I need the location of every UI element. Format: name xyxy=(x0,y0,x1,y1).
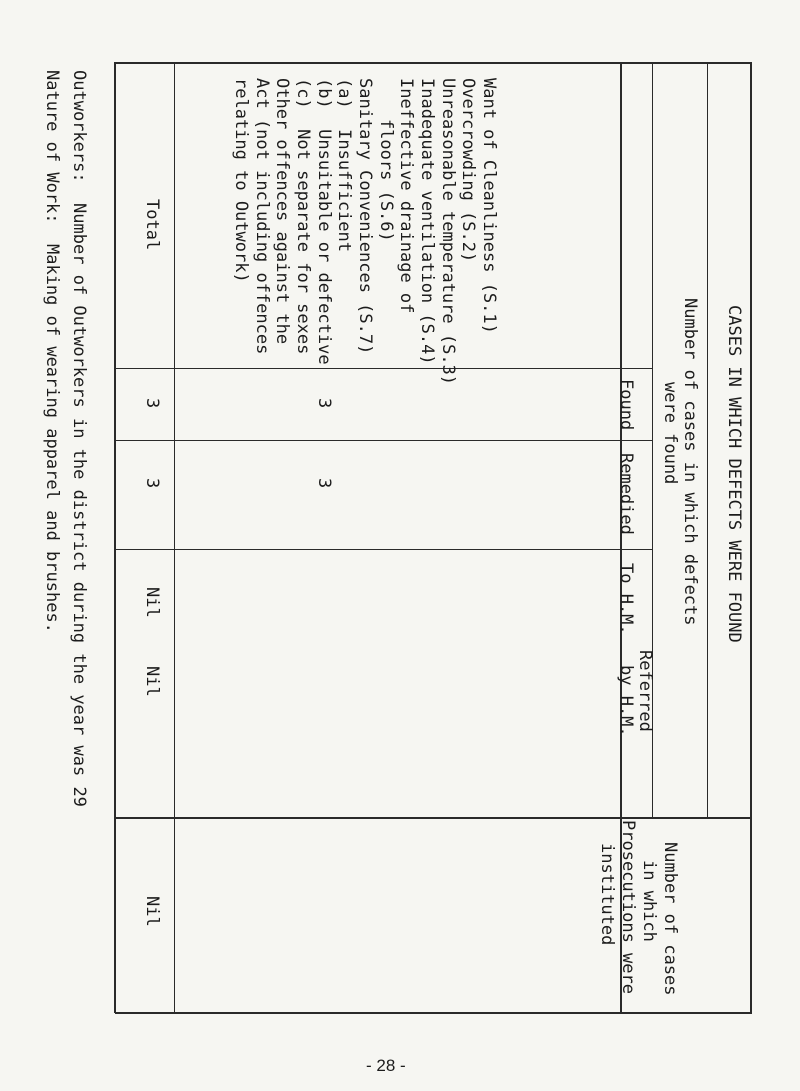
nature-of-work-line: Nature of Work: Making of wearing apparel and brushes. xyxy=(42,70,62,633)
col-to-hm-header: To H.M. xyxy=(616,563,636,635)
outworkers-line: Outworkers: Number of Outworkers in the district during the year was 29 xyxy=(69,70,89,807)
total-by-hm-value: Nil xyxy=(142,666,162,697)
row-label: Overcrowding (S.2) xyxy=(458,78,478,263)
prosecutions-header-line4: instituted xyxy=(597,843,617,946)
total-found-value: 3 xyxy=(142,398,162,409)
row-label: Inadequate ventilation (S.4) xyxy=(417,78,437,365)
row-label: Sanitary Conveniences (S.7) xyxy=(355,78,375,355)
label-column-rule xyxy=(115,368,652,369)
prosecutions-column-rule xyxy=(115,817,752,819)
row-label: relating to Outwork) xyxy=(231,78,251,283)
prosecutions-header-line3: Prosecutions were xyxy=(618,820,638,994)
row-label: (b) Unsuitable or defective xyxy=(314,78,334,365)
row-label: Unreasonable temperature (S.3) xyxy=(438,78,458,386)
col-by-hm-header: by H.M. xyxy=(616,665,636,737)
table-right-border xyxy=(115,1012,752,1014)
row-label: floors (S.6) xyxy=(376,78,396,242)
col-found-header: Found xyxy=(616,379,636,431)
row-label: Want of Cleanliness (S.1) xyxy=(479,78,499,334)
title-underline xyxy=(707,62,708,818)
table-title: CASES IN WHICH DEFECTS WERE FOUND xyxy=(724,305,744,643)
found-column-rule xyxy=(115,440,652,441)
row-label: Other offences against the xyxy=(272,78,292,345)
row-label: Act (not including offences xyxy=(252,78,272,355)
table-left-border xyxy=(115,62,752,64)
total-to-hm-value: Nil xyxy=(142,587,162,618)
row-label: (a) Insufficient xyxy=(334,78,354,252)
prosecutions-header-line1: Number of cases xyxy=(660,842,680,996)
total-label: Total xyxy=(142,199,162,251)
page-number: - 28 - xyxy=(366,1056,406,1075)
table-top-border xyxy=(751,62,753,1013)
table-bottom-border xyxy=(115,62,117,1013)
defects-header-line2: were found xyxy=(660,382,680,485)
defects-header-line1: Number of cases in which defects xyxy=(680,298,700,626)
row-b-found-value: 3 xyxy=(314,398,334,409)
row-label: (c) Not separate for sexes xyxy=(293,78,313,355)
col-remedied-header: Remedied xyxy=(616,453,636,535)
total-prosecutions-value: Nil xyxy=(142,896,162,927)
row-label: Ineffective drainage of xyxy=(396,78,416,314)
row-b-remedied-value: 3 xyxy=(314,478,334,489)
prosecutions-header-line2: in which xyxy=(639,860,659,942)
total-top-rule xyxy=(174,62,175,1013)
remedied-column-rule xyxy=(115,549,652,550)
total-remedied-value: 3 xyxy=(142,478,162,489)
col-referred-header: Referred xyxy=(635,650,655,732)
